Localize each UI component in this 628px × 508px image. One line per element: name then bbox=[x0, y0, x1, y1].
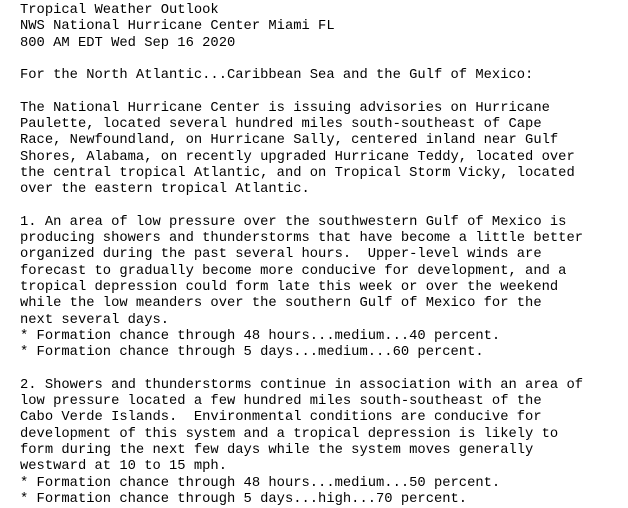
intro-line: Paulette, located several hundred miles south-southeast of Cape bbox=[20, 117, 542, 133]
spacer bbox=[20, 362, 624, 378]
system-1-paragraph bbox=[20, 215, 624, 362]
system-2-line: Cabo Verde Islands. Environmental conditions are conducive for bbox=[20, 410, 542, 426]
document-title: Tropical Weather Outlook bbox=[20, 3, 219, 18]
system-1-chance-5d: * Formation chance through 5 days...medium...60 percent. bbox=[20, 345, 484, 361]
intro-line: Race, Newfoundland, on Hurricane Sally, centered inland near Gulf bbox=[20, 133, 559, 149]
issuing-office: NWS National Hurricane Center Miami FL bbox=[20, 19, 335, 35]
system-2-line: westward at 10 to 15 mph. bbox=[20, 459, 227, 475]
intro-line: over the eastern tropical Atlantic. bbox=[20, 182, 310, 198]
issue-time: 800 AM EDT Wed Sep 16 2020 bbox=[20, 35, 236, 51]
intro-line: Shores, Alabama, on recently upgraded Hurricane Teddy, located over bbox=[20, 149, 575, 165]
system-2-line: low pressure located a few hundred miles south-southeast of the bbox=[20, 394, 542, 410]
system-2-line: form during the next few days while the system moves generally bbox=[20, 443, 534, 459]
spacer bbox=[20, 199, 624, 215]
system-2-paragraph bbox=[20, 378, 624, 508]
spacer bbox=[20, 84, 624, 100]
system-1-chance-48h: * Formation chance through 48 hours...medium...40 percent. bbox=[20, 328, 501, 344]
intro-paragraph bbox=[20, 101, 624, 199]
system-1-line: 1. An area of low pressure over the southwestern Gulf of Mexico is bbox=[20, 214, 567, 230]
region-heading: For the North Atlantic...Caribbean Sea and the Gulf of Mexico: bbox=[20, 68, 534, 84]
system-2-line: development of this system and a tropical depression is likely to bbox=[20, 426, 559, 442]
system-2-chance-48h: * Formation chance through 48 hours...medium...50 percent. bbox=[20, 475, 501, 491]
system-2-chance-5d: * Formation chance through 5 days...high...70 percent. bbox=[20, 491, 468, 507]
system-1-line: producing showers and thunderstorms that have become a little better bbox=[20, 231, 584, 247]
intro-line: the central tropical Atlantic, and on Tropical Storm Vicky, located bbox=[20, 165, 575, 181]
intro-line: The National Hurricane Center is issuing advisories on Hurricane bbox=[20, 100, 550, 116]
outlook-document bbox=[20, 3, 624, 508]
system-1-line: organized during the past several hours. Upper-level winds are bbox=[20, 247, 542, 263]
system-1-line: while the low meanders over the southern Gulf of Mexico for the bbox=[20, 296, 542, 312]
system-1-line: forecast to gradually become more conducive for development, and a bbox=[20, 263, 567, 279]
system-1-line: next several days. bbox=[20, 312, 170, 328]
spacer bbox=[20, 52, 624, 68]
system-2-line: 2. Showers and thunderstorms continue in association with an area of bbox=[20, 377, 584, 393]
system-1-line: tropical depression could form late this week or over the weekend bbox=[20, 280, 559, 296]
